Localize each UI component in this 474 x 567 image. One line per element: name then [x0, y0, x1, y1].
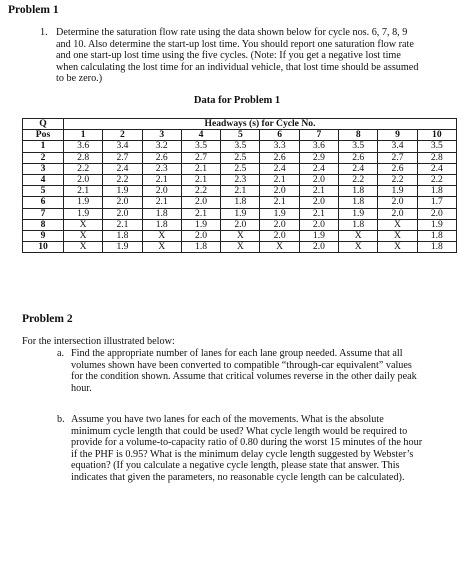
problem1-number: 1. [40, 27, 48, 38]
headway-cell: 2.1 [299, 208, 338, 219]
cycle-header: 7 [299, 130, 338, 141]
headway-cell: 1.8 [142, 208, 181, 219]
headway-cell: 2.0 [181, 197, 220, 208]
cycle-header: 9 [378, 130, 417, 141]
headway-cell: 1.8 [221, 197, 260, 208]
headway-cell: 3.3 [260, 141, 299, 152]
cycle-header: 1 [64, 130, 103, 141]
headway-cell: 2.0 [260, 231, 299, 242]
headway-cell: X [64, 231, 103, 242]
headway-cell: 2.1 [299, 186, 338, 197]
headways-group-header: Headways (s) for Cycle No. [64, 119, 457, 130]
headway-cell: X [64, 219, 103, 230]
headway-cell: 2.3 [221, 175, 260, 186]
headway-cell: 1.9 [181, 219, 220, 230]
headway-cell: X [378, 231, 417, 242]
headway-cell: 2.0 [64, 175, 103, 186]
headway-cell: 2.1 [221, 186, 260, 197]
headway-cell: 3.4 [378, 141, 417, 152]
cycle-header: 2 [103, 130, 142, 141]
headway-cell: 2.7 [103, 152, 142, 163]
queue-position-cell: 4 [23, 175, 64, 186]
headway-table [22, 118, 457, 253]
headway-cell: 2.1 [260, 197, 299, 208]
part-b-line: provide for a volume-to-capacity ratio of 0.80 during the worst 15 minutes of the hour [71, 437, 423, 449]
queue-position-cell: 3 [23, 163, 64, 174]
headway-cell: 3.6 [299, 141, 338, 152]
headway-cell: 1.8 [103, 231, 142, 242]
headway-cell: 2.7 [181, 152, 220, 163]
problem1-line: Determine the saturation flow rate using the data shown below for cycle nos. 6, 7, 8, 9 [56, 27, 408, 38]
table-row [23, 152, 457, 163]
headway-cell: 2.8 [64, 152, 103, 163]
part-b-line: equation? (If you calculate a negative cycle length, please state that answer. This [71, 460, 400, 472]
headway-cell: 1.9 [417, 219, 456, 230]
queue-position-cell: 5 [23, 186, 64, 197]
headway-cell: 1.7 [417, 197, 456, 208]
headway-cell: 2.2 [103, 175, 142, 186]
queue-position-cell: 7 [23, 208, 64, 219]
headway-cell: 2.2 [378, 175, 417, 186]
table-row [23, 186, 457, 197]
headway-cell: 2.6 [339, 152, 378, 163]
queue-position-cell: 9 [23, 231, 64, 242]
headway-cell: X [339, 242, 378, 253]
headway-cell: 2.2 [181, 186, 220, 197]
problem1-line: to be zero.) [56, 73, 103, 85]
headway-cell: 2.0 [299, 197, 338, 208]
headway-cell: 1.8 [339, 186, 378, 197]
part-b-text [71, 414, 471, 484]
headway-cell: 3.6 [64, 141, 103, 152]
headway-cell: 2.0 [103, 197, 142, 208]
headway-cell: 2.5 [221, 152, 260, 163]
cycle-header: 3 [142, 130, 181, 141]
headway-cell: 2.1 [181, 208, 220, 219]
cycle-header: 8 [339, 130, 378, 141]
headway-cell: 2.1 [103, 219, 142, 230]
q-header: Q [23, 119, 64, 130]
queue-position-cell: 8 [23, 219, 64, 230]
headway-cell: 2.4 [299, 163, 338, 174]
headway-cell: 2.6 [142, 152, 181, 163]
headway-cell: 2.4 [417, 163, 456, 174]
part-a-line: hour. [71, 382, 92, 394]
headway-cell: 2.4 [260, 163, 299, 174]
headway-cell: 2.0 [221, 219, 260, 230]
headway-cell: 2.4 [339, 163, 378, 174]
part-b-line: Assume you have two lanes for each of the movements. What is the absolute [71, 414, 384, 425]
problem1-question [56, 27, 471, 85]
queue-position-cell: 6 [23, 197, 64, 208]
part-a-line: volumes shown have been converted to compatible “through-car equivalent” values [71, 359, 412, 371]
cycle-header: 10 [417, 130, 456, 141]
part-a-text [71, 348, 471, 394]
headway-cell: 2.6 [260, 152, 299, 163]
part-a-label: a. [57, 348, 65, 359]
headway-cell: 1.9 [221, 208, 260, 219]
problem2-intro: For the intersection illustrated below: [22, 336, 175, 347]
table-title: Data for Problem 1 [193, 95, 281, 106]
headway-cell: 2.1 [142, 175, 181, 186]
problem1-heading: Problem 1 [8, 4, 59, 16]
headway-cell: X [378, 242, 417, 253]
table-row [23, 231, 457, 242]
headway-cell: 2.5 [221, 163, 260, 174]
headway-cell: 1.9 [299, 231, 338, 242]
cycle-header: 5 [221, 130, 260, 141]
headway-cell: 3.2 [142, 141, 181, 152]
part-b-line: indicates that given the parameters, no reasonable cycle length can be calculated). [71, 471, 405, 483]
part-b-label: b. [57, 414, 65, 425]
headway-cell: 2.0 [103, 208, 142, 219]
headway-cell: X [260, 242, 299, 253]
headway-cell: 2.0 [260, 186, 299, 197]
headway-cell: 2.0 [181, 231, 220, 242]
headway-cell: 1.9 [64, 197, 103, 208]
headway-cell: 3.5 [417, 141, 456, 152]
part-a-line: for the condition shown. Assume that critical volumes reverse in the other daily peak [71, 371, 417, 383]
table-row [23, 219, 457, 230]
headway-cell: X [378, 219, 417, 230]
headway-cell: 3.4 [103, 141, 142, 152]
headway-cell: 1.8 [339, 197, 378, 208]
table-row [23, 175, 457, 186]
headway-cell: 2.1 [260, 175, 299, 186]
part-b-line: minimum cycle length that could be used? What cycle length would be required to [71, 425, 408, 437]
headway-cell: 2.4 [103, 163, 142, 174]
headway-cell: 2.9 [299, 152, 338, 163]
headway-cell: X [339, 231, 378, 242]
headway-cell: 3.5 [221, 141, 260, 152]
headway-cell: 3.5 [339, 141, 378, 152]
problem1-line: and one start-up lost time using the five cycles. (Note: If you get a negative lost time [56, 50, 401, 62]
headway-cell: X [142, 242, 181, 253]
headway-cell: 2.0 [142, 186, 181, 197]
pos-header: Pos [23, 130, 64, 141]
headway-cell: 2.3 [142, 163, 181, 174]
table-row [23, 197, 457, 208]
table-row [23, 163, 457, 174]
cycle-header: 6 [260, 130, 299, 141]
headway-cell: 1.8 [417, 231, 456, 242]
table-row [23, 208, 457, 219]
headway-cell: 1.9 [103, 186, 142, 197]
headway-cell: 2.0 [378, 208, 417, 219]
headway-cell: 2.1 [181, 175, 220, 186]
headway-cell: 2.2 [339, 175, 378, 186]
cycle-header: 4 [181, 130, 220, 141]
table-row [23, 141, 457, 152]
headway-cell: X [221, 242, 260, 253]
headway-cell: 2.6 [378, 163, 417, 174]
headway-cell: 2.0 [299, 175, 338, 186]
headway-cell: 1.9 [378, 186, 417, 197]
headway-cell: X [221, 231, 260, 242]
headway-cell: 2.0 [417, 208, 456, 219]
headway-cell: 1.8 [417, 186, 456, 197]
headway-cell: 3.5 [181, 141, 220, 152]
headway-cell: 2.2 [417, 175, 456, 186]
headway-cell: 2.2 [64, 163, 103, 174]
headway-cell: 1.8 [142, 219, 181, 230]
headway-cell: 1.9 [260, 208, 299, 219]
headway-cell: 1.9 [64, 208, 103, 219]
problem1-line: and 10. Also determine the start-up lost time. You should report one saturation flow rate [56, 38, 414, 50]
headway-cell: 1.9 [339, 208, 378, 219]
headway-cell: 2.0 [260, 219, 299, 230]
headway-cell: 2.1 [142, 197, 181, 208]
headway-cell: 2.7 [378, 152, 417, 163]
headway-cell: 2.1 [64, 186, 103, 197]
queue-position-cell: 10 [23, 242, 64, 253]
queue-position-cell: 1 [23, 141, 64, 152]
headway-cell: X [64, 242, 103, 253]
headway-cell: 2.0 [299, 219, 338, 230]
table-row [23, 242, 457, 253]
headway-cell: 2.0 [299, 242, 338, 253]
problem1-line: when calculating the lost time for an individual vehicle, that lost time should be assumed [56, 61, 419, 73]
problem2-heading: Problem 2 [22, 313, 73, 325]
headway-cell: 2.1 [181, 163, 220, 174]
headway-cell: 1.8 [181, 242, 220, 253]
headway-cell: 1.8 [417, 242, 456, 253]
headway-cell: X [142, 231, 181, 242]
headway-cell: 2.0 [378, 197, 417, 208]
headway-cell: 1.8 [339, 219, 378, 230]
part-a-line: Find the appropriate number of lanes for each lane group needed. Assume that all [71, 348, 403, 359]
headway-cell: 2.8 [417, 152, 456, 163]
queue-position-cell: 2 [23, 152, 64, 163]
headway-cell: 1.9 [103, 242, 142, 253]
part-b-line: if the PHF is 0.95? What is the minimum delay cycle length suggested by Webster’s [71, 448, 414, 460]
